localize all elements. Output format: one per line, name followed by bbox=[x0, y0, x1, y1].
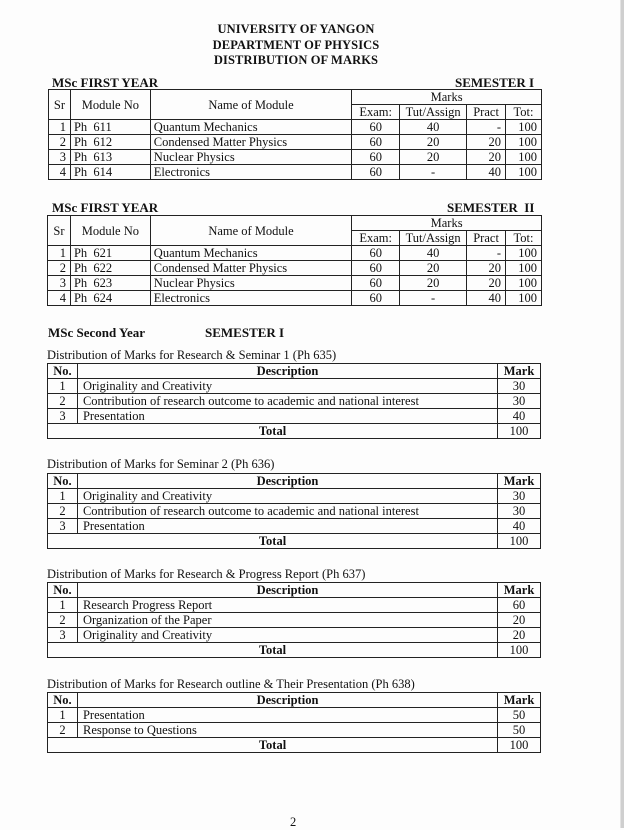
first-year-sem2-table bbox=[47, 215, 542, 306]
cell-tot: 100 bbox=[506, 165, 542, 180]
cell-tut: - bbox=[400, 165, 467, 180]
cell-description: Presentation bbox=[77, 708, 497, 723]
col-header-module-no: Module No bbox=[70, 90, 150, 120]
cell-module-no: Ph 621 bbox=[70, 246, 150, 261]
total-value: 100 bbox=[498, 424, 541, 439]
cell-mark: 20 bbox=[498, 628, 541, 643]
col-header-module-no: Module No bbox=[70, 216, 150, 246]
col-header-exam: Exam: bbox=[352, 231, 400, 246]
col-header-tut: Tut/Assign bbox=[400, 231, 467, 246]
cell-name: Electronics bbox=[150, 291, 351, 306]
cell-mark: 30 bbox=[498, 379, 541, 394]
year-label: MSc FIRST YEAR bbox=[52, 200, 159, 215]
table-row bbox=[49, 150, 542, 165]
cell-mark: 20 bbox=[498, 613, 541, 628]
cell-sr: 2 bbox=[49, 135, 71, 150]
year-label: MSc FIRST YEAR bbox=[52, 75, 159, 90]
table-caption: Distribution of Marks for Research outline & Their Presentation (Ph 638) bbox=[47, 677, 415, 691]
col-header-name: Name of Module bbox=[150, 90, 351, 120]
table-caption: Distribution of Marks for Seminar 2 (Ph 636) bbox=[47, 457, 275, 471]
col-header-pract: Pract bbox=[467, 231, 506, 246]
cell-description: Originality and Creativity bbox=[77, 628, 497, 643]
table-row bbox=[49, 120, 542, 135]
cell-exam: 60 bbox=[352, 150, 400, 165]
cell-pract: 20 bbox=[467, 135, 506, 150]
cell-mark: 60 bbox=[498, 598, 541, 613]
cell-exam: 60 bbox=[352, 135, 400, 150]
document-title-block bbox=[0, 22, 592, 69]
cell-tut: 20 bbox=[400, 150, 467, 165]
page-number: 2 bbox=[290, 815, 297, 829]
research-seminar-1-table bbox=[47, 363, 541, 439]
col-header-marks: Marks bbox=[352, 216, 542, 231]
university-title: UNIVERSITY OF YANGON bbox=[217, 22, 375, 36]
cell-pract: 20 bbox=[467, 276, 506, 291]
table-row bbox=[48, 276, 542, 291]
total-row bbox=[48, 738, 541, 753]
cell-sr: 4 bbox=[49, 165, 71, 180]
col-header-tot: Tot: bbox=[506, 105, 542, 120]
cell-mark: 40 bbox=[498, 409, 541, 424]
table-row bbox=[49, 135, 542, 150]
col-header-no: No. bbox=[48, 583, 78, 598]
cell-no: 2 bbox=[48, 504, 78, 519]
cell-name: Condensed Matter Physics bbox=[150, 135, 351, 150]
year-label: MSc Second Year bbox=[48, 325, 146, 340]
cell-name: Quantum Mechanics bbox=[150, 246, 351, 261]
table-row bbox=[48, 723, 541, 738]
cell-sr: 1 bbox=[48, 246, 71, 261]
table-row bbox=[48, 504, 541, 519]
cell-sr: 3 bbox=[49, 150, 71, 165]
table-row bbox=[48, 409, 541, 424]
cell-pract: 20 bbox=[467, 261, 506, 276]
cell-exam: 60 bbox=[352, 165, 400, 180]
cell-description: Contribution of research outcome to academic and national interest bbox=[77, 504, 497, 519]
table-row bbox=[48, 628, 541, 643]
cell-mark: 30 bbox=[498, 504, 541, 519]
cell-no: 1 bbox=[48, 489, 78, 504]
table-row bbox=[48, 598, 541, 613]
cell-no: 2 bbox=[48, 613, 78, 628]
total-label: Total bbox=[48, 643, 498, 658]
cell-sr: 1 bbox=[49, 120, 71, 135]
cell-mark: 30 bbox=[498, 489, 541, 504]
col-header-description: Description bbox=[77, 474, 497, 489]
cell-tut: 40 bbox=[400, 246, 467, 261]
progress-report-table bbox=[47, 582, 541, 658]
cell-name: Condensed Matter Physics bbox=[150, 261, 351, 276]
cell-no: 3 bbox=[48, 519, 78, 534]
semester-label: SEMESTER I bbox=[455, 75, 535, 90]
cell-sr: 2 bbox=[48, 261, 71, 276]
total-label: Total bbox=[48, 738, 498, 753]
col-header-pract: Pract bbox=[467, 105, 506, 120]
cell-tut: 20 bbox=[400, 261, 467, 276]
research-outline-table bbox=[47, 692, 541, 753]
cell-description: Organization of the Paper bbox=[77, 613, 497, 628]
total-value: 100 bbox=[498, 643, 541, 658]
col-header-no: No. bbox=[48, 364, 78, 379]
cell-mark: 50 bbox=[498, 723, 541, 738]
cell-no: 3 bbox=[48, 628, 78, 643]
first-year-sem1-table bbox=[48, 89, 542, 180]
col-header-sr: Sr bbox=[49, 90, 71, 120]
cell-tot: 100 bbox=[506, 291, 542, 306]
cell-description: Presentation bbox=[77, 409, 497, 424]
col-header-description: Description bbox=[77, 693, 497, 708]
col-header-mark: Mark bbox=[498, 474, 541, 489]
cell-tot: 100 bbox=[506, 135, 542, 150]
col-header-marks: Marks bbox=[352, 90, 542, 105]
table-row bbox=[48, 613, 541, 628]
cell-module-no: Ph 624 bbox=[70, 291, 150, 306]
table-row bbox=[48, 519, 541, 534]
table-caption: Distribution of Marks for Research & Seminar 1 (Ph 635) bbox=[47, 348, 337, 362]
cell-name: Nuclear Physics bbox=[150, 150, 351, 165]
col-header-mark: Mark bbox=[498, 693, 541, 708]
col-header-tut: Tut/Assign bbox=[400, 105, 467, 120]
table-row bbox=[48, 379, 541, 394]
total-value: 100 bbox=[498, 534, 541, 549]
cell-tot: 100 bbox=[506, 276, 542, 291]
col-header-no: No. bbox=[48, 693, 78, 708]
total-value: 100 bbox=[498, 738, 541, 753]
col-header-description: Description bbox=[77, 583, 497, 598]
cell-mark: 40 bbox=[498, 519, 541, 534]
cell-description: Research Progress Report bbox=[77, 598, 497, 613]
table-caption: Distribution of Marks for Research & Progress Report (Ph 637) bbox=[47, 567, 366, 581]
total-label: Total bbox=[48, 424, 498, 439]
table-row bbox=[48, 394, 541, 409]
cell-no: 3 bbox=[48, 409, 78, 424]
cell-name: Quantum Mechanics bbox=[150, 120, 351, 135]
cell-pract: - bbox=[467, 246, 506, 261]
col-header-exam: Exam: bbox=[352, 105, 400, 120]
cell-name: Nuclear Physics bbox=[150, 276, 351, 291]
cell-tot: 100 bbox=[506, 150, 542, 165]
cell-module-no: Ph 612 bbox=[70, 135, 150, 150]
table-row bbox=[49, 165, 542, 180]
table-row bbox=[48, 246, 542, 261]
col-header-description: Description bbox=[77, 364, 497, 379]
cell-mark: 30 bbox=[498, 394, 541, 409]
cell-description: Response to Questions bbox=[77, 723, 497, 738]
cell-tut: 20 bbox=[400, 276, 467, 291]
cell-exam: 60 bbox=[352, 291, 400, 306]
cell-sr: 4 bbox=[48, 291, 71, 306]
table-row bbox=[48, 261, 542, 276]
cell-tot: 100 bbox=[506, 120, 542, 135]
cell-sr: 3 bbox=[48, 276, 71, 291]
col-header-mark: Mark bbox=[498, 583, 541, 598]
cell-description: Contribution of research outcome to academic and national interest bbox=[77, 394, 497, 409]
cell-module-no: Ph 611 bbox=[70, 120, 150, 135]
cell-description: Originality and Creativity bbox=[77, 489, 497, 504]
cell-exam: 60 bbox=[352, 276, 400, 291]
col-header-sr: Sr bbox=[48, 216, 71, 246]
cell-exam: 60 bbox=[352, 261, 400, 276]
total-row bbox=[48, 424, 541, 439]
cell-module-no: Ph 613 bbox=[70, 150, 150, 165]
cell-tot: 100 bbox=[506, 261, 542, 276]
cell-pract: 40 bbox=[467, 291, 506, 306]
cell-module-no: Ph 622 bbox=[70, 261, 150, 276]
semester-label: SEMESTER II bbox=[447, 200, 535, 215]
cell-description: Originality and Creativity bbox=[77, 379, 497, 394]
cell-name: Electronics bbox=[150, 165, 351, 180]
cell-no: 1 bbox=[48, 708, 78, 723]
col-header-no: No. bbox=[48, 474, 78, 489]
cell-pract: 40 bbox=[467, 165, 506, 180]
document-title: DISTRIBUTION OF MARKS bbox=[213, 53, 379, 67]
cell-tut: 20 bbox=[400, 135, 467, 150]
cell-mark: 50 bbox=[498, 708, 541, 723]
cell-exam: 60 bbox=[352, 120, 400, 135]
total-row bbox=[48, 643, 541, 658]
col-header-tot: Tot: bbox=[506, 231, 542, 246]
total-row bbox=[48, 534, 541, 549]
cell-no: 2 bbox=[48, 723, 78, 738]
cell-module-no: Ph 623 bbox=[70, 276, 150, 291]
col-header-name: Name of Module bbox=[150, 216, 351, 246]
cell-description: Presentation bbox=[77, 519, 497, 534]
cell-tut: 40 bbox=[400, 120, 467, 135]
page-edge-scrollbar bbox=[620, 0, 624, 828]
department-title: DEPARTMENT OF PHYSICS bbox=[212, 37, 380, 52]
cell-module-no: Ph 614 bbox=[70, 165, 150, 180]
table-row bbox=[48, 291, 542, 306]
total-label: Total bbox=[48, 534, 498, 549]
cell-tut: - bbox=[400, 291, 467, 306]
cell-tot: 100 bbox=[506, 246, 542, 261]
table-row bbox=[48, 489, 541, 504]
cell-no: 2 bbox=[48, 394, 78, 409]
cell-pract: - bbox=[467, 120, 506, 135]
cell-no: 1 bbox=[48, 598, 78, 613]
col-header-mark: Mark bbox=[498, 364, 541, 379]
cell-pract: 20 bbox=[467, 150, 506, 165]
table-row bbox=[48, 708, 541, 723]
seminar-2-table bbox=[47, 473, 541, 549]
semester-label: SEMESTER I bbox=[205, 325, 285, 340]
cell-no: 1 bbox=[48, 379, 78, 394]
cell-exam: 60 bbox=[352, 246, 400, 261]
